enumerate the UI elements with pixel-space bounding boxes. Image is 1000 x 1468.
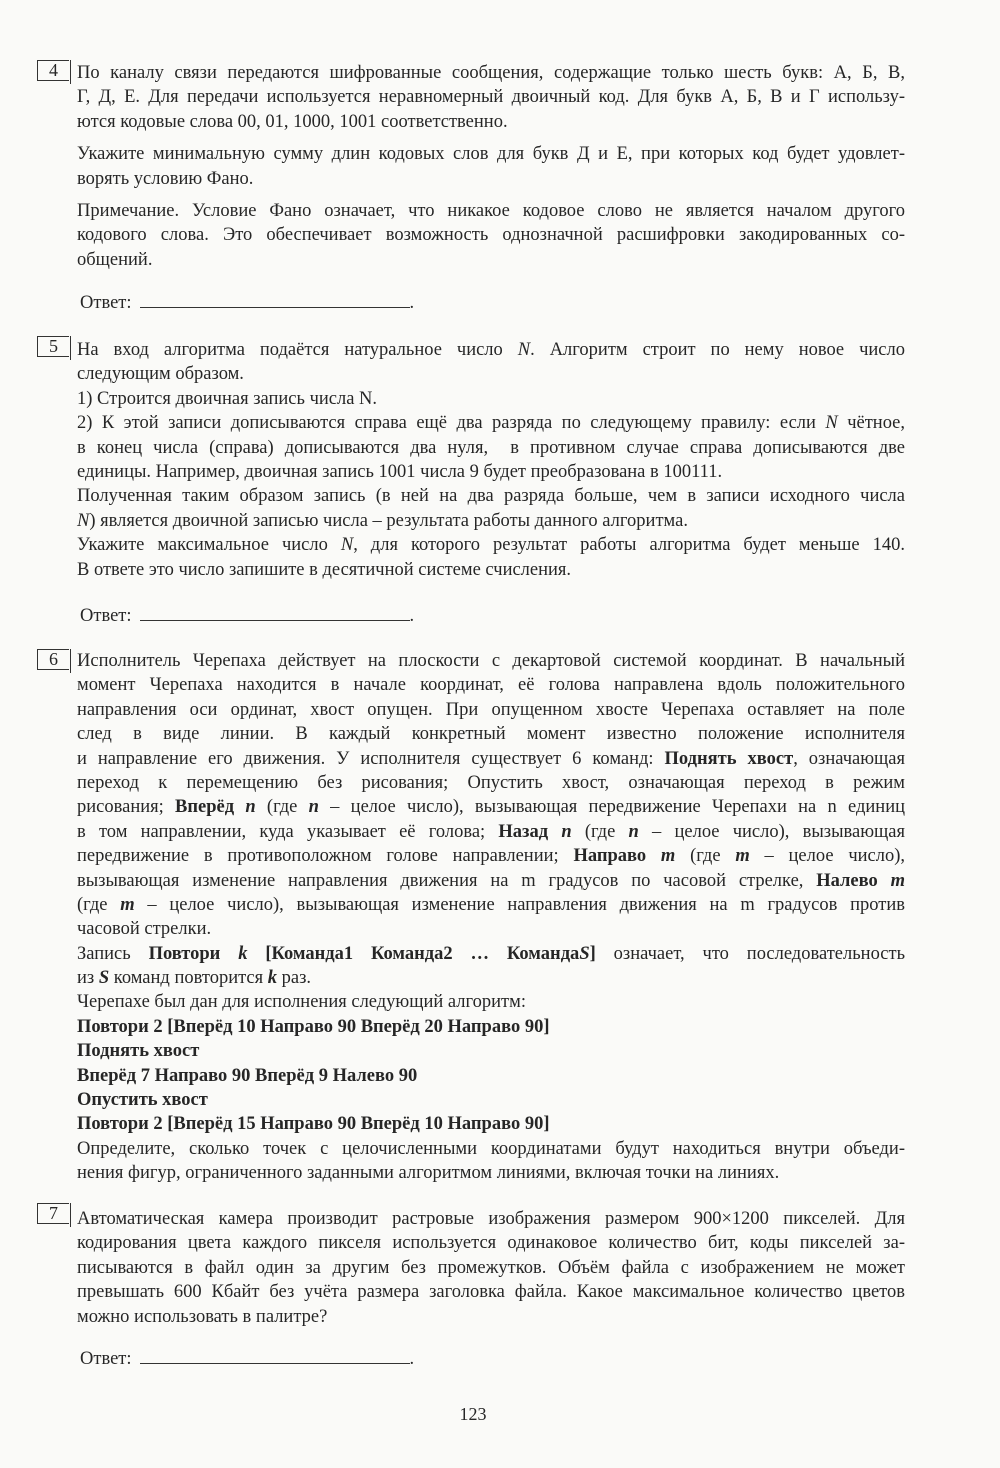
text: следующим образом. xyxy=(77,364,244,385)
text: Полученная таким образом запись (в ней на два разряда больше, чем в записи исходного числа xyxy=(77,486,905,507)
text-line xyxy=(77,990,905,1014)
paragraph xyxy=(77,1015,905,1039)
text-line xyxy=(77,460,905,484)
bold-text: Налево xyxy=(816,870,891,891)
italic-text: k xyxy=(238,943,248,964)
text-line xyxy=(77,1231,905,1255)
text: ) является двоичной записью числа – результата работы данного алгоритма. xyxy=(89,510,688,531)
task-number-box: 5 xyxy=(37,336,69,357)
italic-text: N xyxy=(77,510,90,531)
text-line xyxy=(77,248,905,272)
text: Примечание. Условие Фано означает, что никакое кодовое слово не является началом другого xyxy=(77,200,905,221)
text: Г, Д, Е. Для передачи используется неравномерный двоичный код. Для букв А, Б, В и Г использу- xyxy=(77,87,905,108)
text: нения фигур, ограниченного заданными алгоритмом линиями, включая точки на линиях. xyxy=(77,1163,780,1184)
task-number-box: 4 xyxy=(37,60,69,81)
text: можно использовать в палитре? xyxy=(77,1306,328,1327)
bold-text: Поднять хвост xyxy=(77,1041,200,1062)
italic-text: n xyxy=(561,821,572,842)
answer-field[interactable] xyxy=(140,1347,410,1364)
bold-text: Повтори 2 [Вперёд 15 Направо 90 Вперёд 10 Направо 90] xyxy=(77,1114,550,1135)
text: , для которого результат работы алгоритма будет меньше 140. xyxy=(353,535,905,556)
text: (где xyxy=(675,846,736,867)
text: Автоматическая камера производит растровые изображения размером 900×1200 пикселей. Для xyxy=(77,1209,905,1229)
italic-text: n xyxy=(245,797,256,818)
text: рисования; xyxy=(77,797,176,818)
text: кодового слова. Это обеспечивает возможность однозначной расшифровки закодированных со- xyxy=(77,225,905,246)
text: чётное, xyxy=(837,413,906,434)
text-line xyxy=(77,1207,905,1231)
text: – целое число), вызывающая передвижение Черепахи на n единиц xyxy=(318,797,906,818)
bold-text: Повтори 2 [Вперёд 10 Направо 90 Вперёд 20 Направо 90] xyxy=(77,1016,550,1037)
text: переход к перемещению без рисования; Опустить хвост, означающая переход в режим xyxy=(77,772,905,793)
task-number-box: 7 xyxy=(37,1203,69,1224)
text-line xyxy=(77,436,905,460)
italic-text: m xyxy=(735,846,750,867)
text-line xyxy=(77,362,905,386)
bold-text: Направо xyxy=(573,846,661,867)
answer-label: Ответ: xyxy=(80,293,132,313)
answer-end: . xyxy=(409,293,415,313)
text: (где xyxy=(571,821,629,842)
text-line xyxy=(77,509,905,533)
paragraph xyxy=(77,387,905,411)
text-line xyxy=(77,698,905,722)
text: Черепахе был дан для исполнения следующий алгоритм: xyxy=(77,992,526,1013)
text-line xyxy=(77,533,905,557)
text: В ответе это число запишите в десятичной системе счисления. xyxy=(77,559,572,580)
paragraph xyxy=(77,942,905,991)
text: команд повторится xyxy=(109,968,268,989)
text-line xyxy=(77,1064,905,1088)
italic-text: n xyxy=(308,797,319,818)
text: – целое число), вызывающая изменение направления движения на m градусов против xyxy=(134,894,905,915)
answer-label: Ответ: xyxy=(80,606,132,626)
text-line xyxy=(77,1280,905,1304)
bold-text: [Команда1 Команда2 … Команда xyxy=(247,943,580,964)
text-line xyxy=(77,869,905,893)
answer-end: . xyxy=(409,606,415,626)
text-line xyxy=(77,1305,905,1329)
text: Укажите максимальное число xyxy=(77,535,341,556)
answer-field[interactable] xyxy=(140,291,410,308)
text-line xyxy=(77,1088,905,1112)
text-line xyxy=(77,893,905,917)
bold-text: Повтори xyxy=(148,943,239,964)
paragraph xyxy=(77,484,905,533)
text: – целое число), вызывающая xyxy=(638,821,906,842)
text: раз. xyxy=(277,968,312,989)
italic-text: m xyxy=(890,870,905,891)
text-line xyxy=(77,673,905,697)
bold-text: Опустить хвост xyxy=(77,1090,208,1111)
text-line xyxy=(77,1039,905,1063)
text: . Алгоритм строит по нему новое число xyxy=(530,340,905,360)
text-line xyxy=(77,61,905,85)
text: Запись xyxy=(77,943,149,964)
italic-text: N xyxy=(517,340,531,360)
text-line xyxy=(77,649,905,673)
italic-text: N xyxy=(340,535,354,556)
text-line xyxy=(77,917,905,941)
text-line xyxy=(77,223,905,247)
text-line xyxy=(77,110,905,134)
text: 1) Строится двоичная запись числа N. xyxy=(77,388,378,409)
bold-text: Вперёд 7 Направо 90 Вперёд 9 Налево 90 xyxy=(77,1065,418,1086)
paragraph xyxy=(77,1137,905,1186)
bold-text: ] xyxy=(589,943,596,964)
text-line xyxy=(77,1256,905,1280)
text: вызывающая изменение направления движения на m градусов по часовой стрелке, xyxy=(77,870,817,891)
text: (где xyxy=(255,797,309,818)
italic-text: S xyxy=(98,968,110,989)
text-line xyxy=(77,844,905,868)
task-4-text xyxy=(77,61,905,272)
italic-text: k xyxy=(267,968,278,989)
task-7-text xyxy=(77,1207,905,1329)
text-line xyxy=(77,1015,905,1039)
paragraph xyxy=(77,142,905,191)
answer-label: Ответ: xyxy=(80,1349,132,1369)
text: Определите, сколько точек с целочисленными координатами будут находиться внутри объеди- xyxy=(77,1138,905,1159)
text-line xyxy=(77,558,905,582)
italic-text: m xyxy=(660,846,676,867)
bold-text: Вперёд xyxy=(175,797,246,818)
text-line xyxy=(77,338,905,362)
bold-text: Поднять хвост xyxy=(664,748,794,769)
paragraph xyxy=(77,1039,905,1063)
italic-text: n xyxy=(628,821,639,842)
text: означает, что последовательность xyxy=(595,943,906,964)
text: в конец числа (справа) дописываются два нуля, в противном случае справа дописываются две xyxy=(77,437,905,458)
page-number: 123 xyxy=(459,1404,487,1424)
text-line xyxy=(77,1161,905,1185)
text: Укажите минимальную сумму длин кодовых слов для букв Д и Е, при которых код будет удовлет- xyxy=(77,144,905,165)
answer-end: . xyxy=(409,1349,415,1369)
text-line xyxy=(77,747,905,771)
text: , означающая xyxy=(793,748,906,769)
text: направления оси ординат, хвост опущен. При опущенном хвосте Черепаха оставляет на поле xyxy=(77,699,905,720)
italic-text: N xyxy=(825,413,838,434)
text-line xyxy=(77,411,905,435)
text: писываются в файл один за другим без промежутков. Объём файла с изображением не может xyxy=(77,1257,905,1278)
text: Исполнитель Черепаха действует на плоскости с декартовой системой координат. В начальный xyxy=(77,651,905,671)
italic-text: S xyxy=(579,943,590,964)
task-5-text xyxy=(77,338,905,582)
task-number-box: 6 xyxy=(37,649,69,670)
text: из xyxy=(77,968,99,989)
answer-row xyxy=(80,1347,414,1371)
text: ются кодовые слова 00, 01, 1000, 1001 соответственно. xyxy=(77,111,508,132)
text: в том направлении, куда указывает её голова; xyxy=(77,821,499,842)
text-line xyxy=(77,942,905,966)
text-line xyxy=(77,966,905,990)
text-line xyxy=(77,85,905,109)
paragraph xyxy=(77,649,905,942)
text: и направление его движения. У исполнителя существует 6 команд: xyxy=(77,748,665,769)
text-line xyxy=(77,795,905,819)
text-line xyxy=(77,199,905,223)
text-line xyxy=(77,167,905,191)
text-line xyxy=(77,722,905,746)
text-line xyxy=(77,484,905,508)
text-line xyxy=(77,820,905,844)
text-line xyxy=(77,771,905,795)
text: (где xyxy=(77,894,121,915)
text: ворять условию Фано. xyxy=(77,168,254,189)
text: часовой стрелки. xyxy=(77,919,212,940)
paragraph xyxy=(77,199,905,272)
paragraph xyxy=(77,338,905,387)
text: На вход алгоритма подаётся натуральное число xyxy=(77,340,518,360)
text: единицы. Например, двоичная запись 1001 числа 9 будет преобразована в 100111. xyxy=(77,461,723,482)
answer-field[interactable] xyxy=(140,604,410,621)
paragraph xyxy=(77,411,905,484)
text: – целое число), xyxy=(749,846,906,867)
bold-text: Назад xyxy=(498,821,562,842)
text: передвижение в противоположном голове направлении; xyxy=(77,846,574,867)
paragraph xyxy=(77,1207,905,1329)
italic-text: m xyxy=(120,894,135,915)
paragraph xyxy=(77,61,905,134)
paragraph xyxy=(77,1064,905,1088)
answer-row xyxy=(80,291,414,315)
paragraph xyxy=(77,533,905,582)
text: кодирования цвета каждого пикселя используется одинаковое количество бит, коды пикселей за- xyxy=(77,1233,905,1254)
text: след в виде линии. В каждый конкретный момент известно положение исполнителя xyxy=(77,724,905,745)
text: момент Черепаха находится в начале координат, её голова направлена вдоль положительного xyxy=(77,675,905,696)
text: 2) К этой записи дописываются справа ещё два разряда по следующему правилу: если xyxy=(77,413,826,434)
text-line xyxy=(77,142,905,166)
text: превышать 600 Кбайт без учёта размера заголовка файла. Какое максимальное количество цветов xyxy=(77,1282,905,1303)
paragraph xyxy=(77,1112,905,1136)
paragraph xyxy=(77,990,905,1014)
text-line xyxy=(77,1112,905,1136)
text-line xyxy=(77,1137,905,1161)
answer-row xyxy=(80,604,414,628)
task-6-text xyxy=(77,649,905,1186)
text: общений. xyxy=(77,249,153,270)
text-line xyxy=(77,387,905,411)
text: По каналу связи передаются шифрованные сообщения, содержащие только шесть букв: А, Б, В, xyxy=(77,63,905,83)
paragraph xyxy=(77,1088,905,1112)
